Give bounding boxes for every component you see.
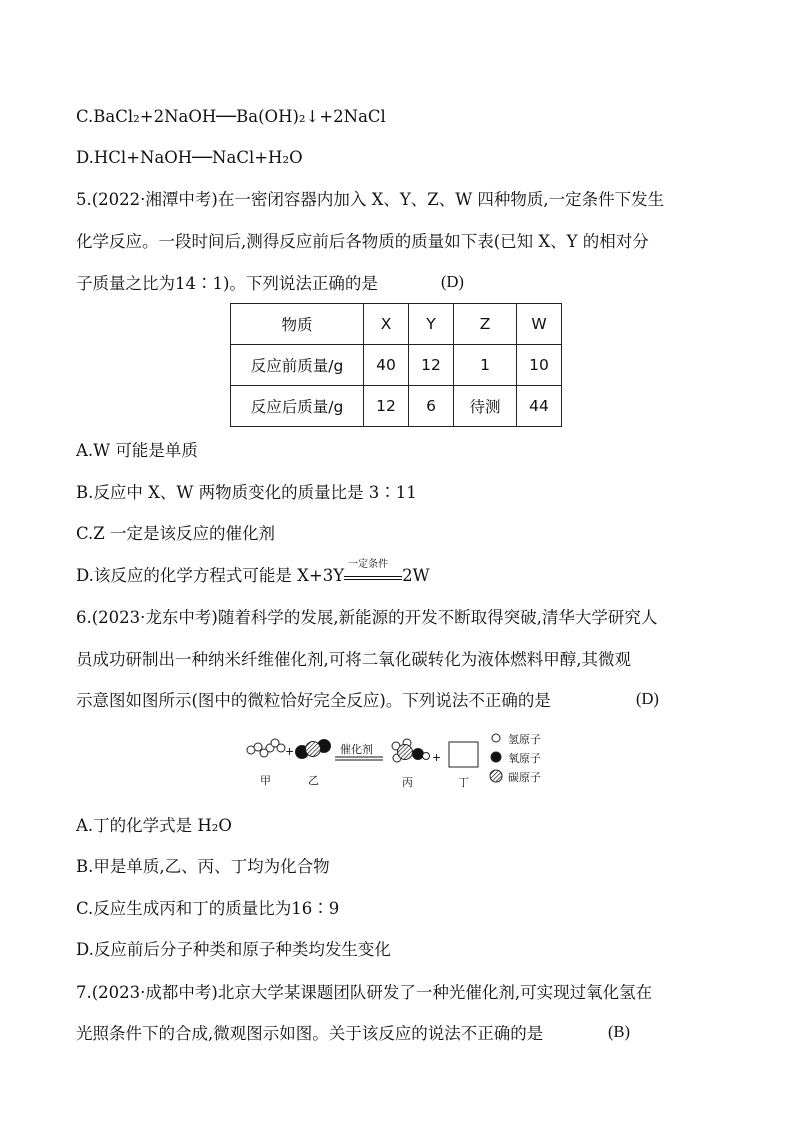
unknown-product-box — [449, 742, 478, 767]
table-header-cell: Y — [409, 304, 454, 345]
q5-stem-line-3: 子质量之比为14∶1)。下列说法正确的是 — [76, 274, 378, 293]
hydrogen-atom-legend-icon — [492, 734, 500, 742]
table-cell: 12 — [409, 345, 454, 386]
table-cell: 反应后质量/g — [231, 386, 364, 427]
table-header-cell: 物质 — [231, 304, 364, 345]
q6-option-c: C.反应生成丙和丁的质量比为16∶9 — [76, 899, 340, 918]
q6-option-d: D.反应前后分子种类和原子种类均发生变化 — [76, 940, 391, 959]
table-cell: 1 — [454, 345, 517, 386]
q5-option-c: C.Z 一定是该反应的催化剂 — [76, 524, 275, 543]
label-bing: 丙 — [402, 776, 413, 789]
q5-option-a: A.W 可能是单质 — [76, 441, 198, 460]
legend-oxygen: 氧原子 — [508, 752, 541, 765]
q7-stem-line-1: 7.(2023·成都中考)北京大学某课题团队研发了一种光催化剂,可实现过氧化氢在 — [76, 983, 653, 1002]
q6-option-b: B.甲是单质,乙、丙、丁均为化合物 — [76, 857, 330, 876]
q6-stem-line-2: 员成功研制出一种纳米纤维催化剂,可将二氧化碳转化为液体燃料甲醇,其微观 — [76, 650, 631, 669]
label-yi: 乙 — [308, 774, 319, 787]
co2-molecule-yi — [296, 740, 331, 759]
table-cell: 待测 — [454, 386, 517, 427]
q5-option-b: B.反应中 X、W 两物质变化的质量比是 3∶11 — [76, 483, 417, 502]
q5-stem-line-1: 5.(2022·湘潭中考)在一密闭容器内加入 X、Y、Z、W 四种物质,一定条件下发生 — [76, 190, 665, 209]
q6-stem-line-3: 示意图如图所示(图中的微粒恰好完全反应)。下列说法不正确的是 — [76, 691, 551, 710]
q6-option-a: A.丁的化学式是 H₂O — [76, 816, 232, 835]
table-header-cell: Z — [454, 304, 517, 345]
q5-answer: (D) — [441, 272, 464, 291]
q5-option-d-text: D.该反应的化学方程式可能是 X+3Y — [76, 566, 345, 585]
reaction-condition: 一定条件 — [348, 558, 389, 570]
legend-carbon: 碳原子 — [508, 771, 541, 784]
q7-answer: (B) — [608, 1022, 630, 1041]
q4-option-c: C.BaCl₂+2NaOH──Ba(OH)₂↓+2NaCl — [76, 107, 386, 126]
catalyst-label: 催化剂 — [340, 743, 373, 756]
q4-option-d: D.HCl+NaOH──NaCl+H₂O — [76, 148, 303, 167]
carbon-atom-legend-icon — [490, 770, 502, 782]
hydrogen-molecules-jia — [247, 739, 285, 757]
methanol-molecule-bing — [392, 739, 430, 762]
q6-stem-line-1: 6.(2023·龙东中考)随着科学的发展,新能源的开发不断取得突破,清华大学研究人 — [76, 608, 658, 627]
table-header-cell: X — [364, 304, 409, 345]
table-cell: 44 — [517, 386, 562, 427]
q5-option-d-product: 2W — [402, 566, 430, 585]
table-cell: 40 — [364, 345, 409, 386]
plus-sign: + — [432, 751, 442, 764]
label-ding: 丁 — [458, 776, 469, 789]
q6-answer: (D) — [636, 689, 659, 708]
legend-hydrogen: 氢原子 — [508, 733, 541, 746]
table-header-cell: W — [517, 304, 562, 345]
oxygen-atom-legend-icon — [491, 752, 501, 762]
table-cell: 6 — [409, 386, 454, 427]
plus-sign: + — [285, 745, 295, 758]
table-cell: 12 — [364, 386, 409, 427]
table-cell: 反应前质量/g — [231, 345, 364, 386]
q7-stem-line-2: 光照条件下的合成,微观图示如图。关于该反应的说法不正确的是 — [76, 1024, 544, 1043]
q5-stem-line-2: 化学反应。一段时间后,测得反应前后各物质的质量如下表(已知 X、Y 的相对分 — [76, 232, 649, 251]
label-jia: 甲 — [260, 774, 271, 787]
table-cell: 10 — [517, 345, 562, 386]
